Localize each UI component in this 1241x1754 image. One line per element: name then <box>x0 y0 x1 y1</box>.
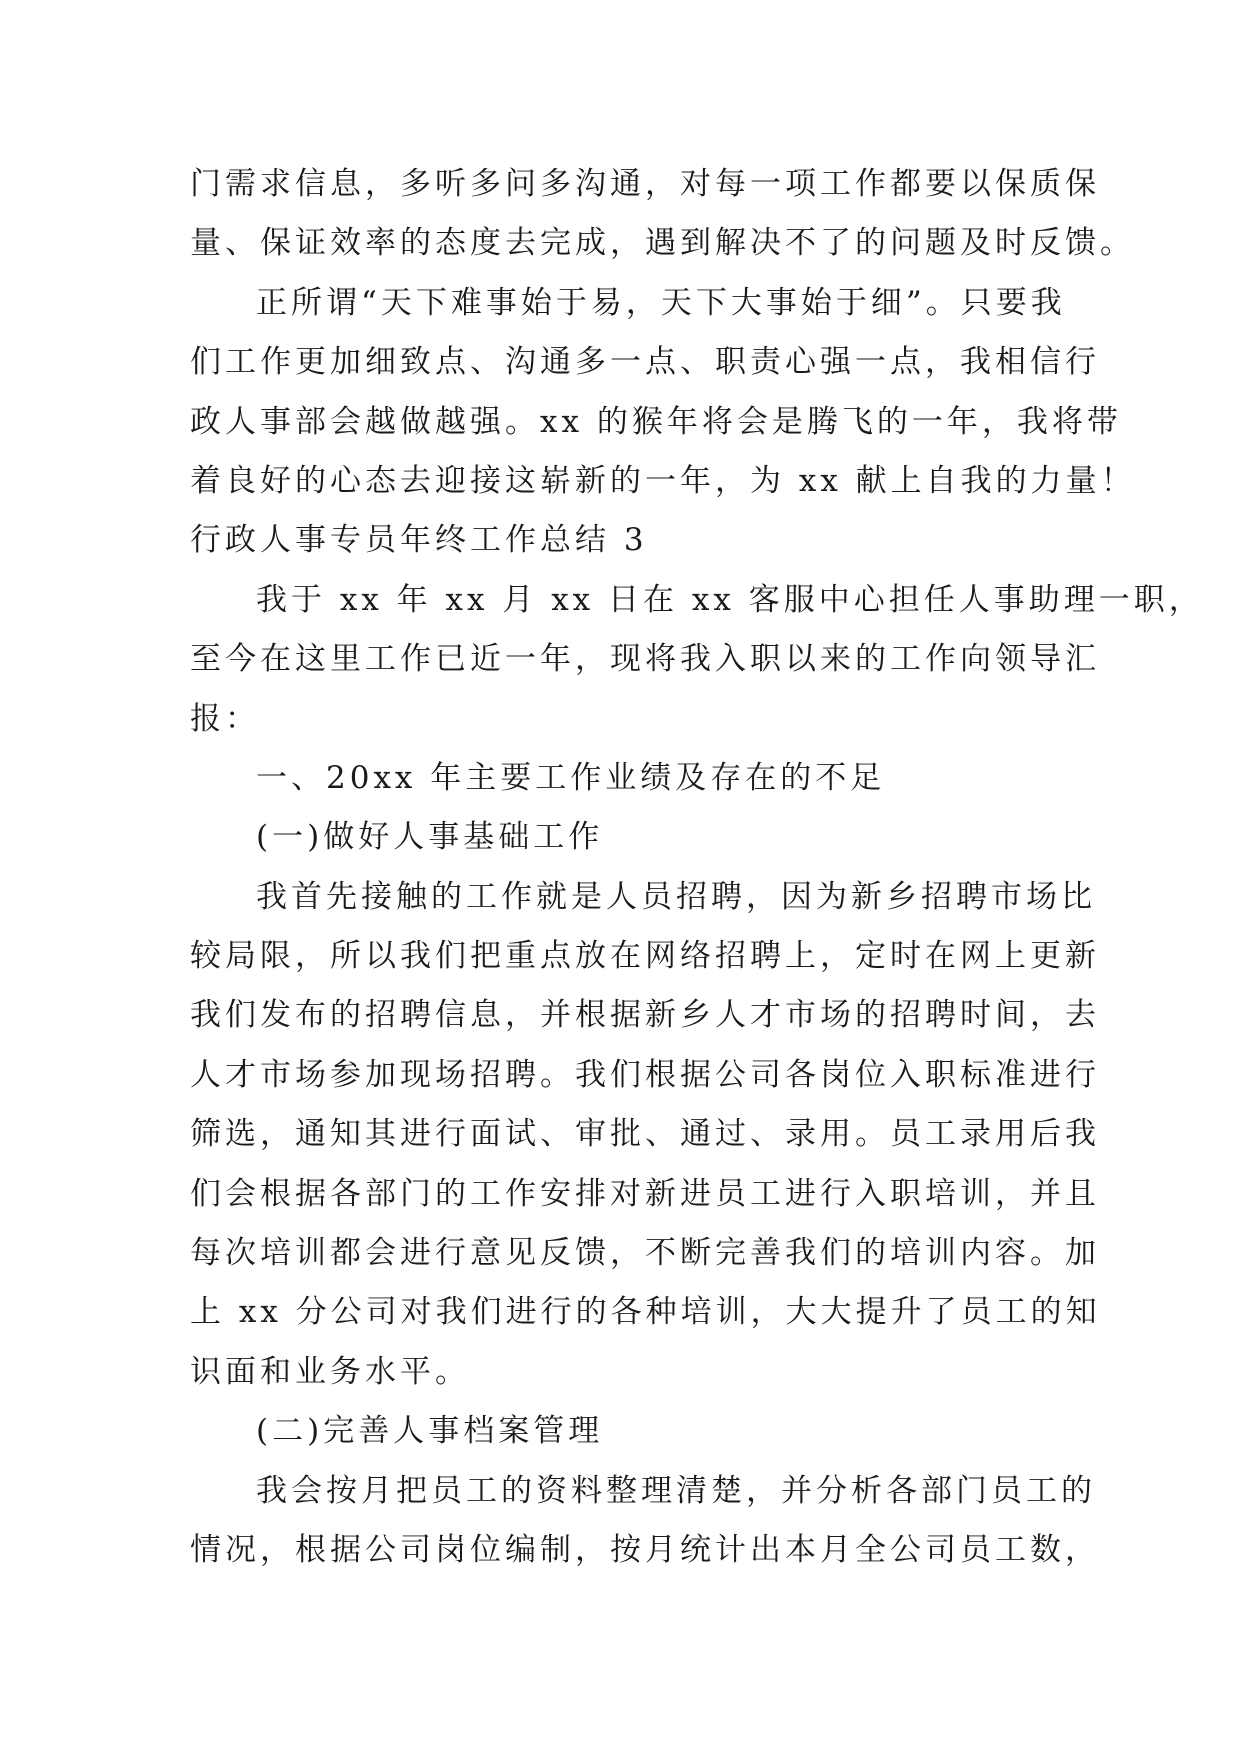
document-body <box>190 155 1204 1580</box>
text-line: 较局限，所以我们把重点放在网络招聘上，定时在网上更新 <box>190 938 1100 975</box>
text-line: 至今在这里工作已近一年，现将我入职以来的工作向领导汇 <box>190 641 1100 678</box>
text-line: 我会按月把员工的资料整理清楚，并分析各部门员工的 <box>256 1472 1096 1509</box>
text-line: 们工作更加细致点、沟通多一点、职责心强一点，我相信行 <box>190 344 1100 381</box>
text-line: 人才市场参加现场招聘。我们根据公司各岗位入职标准进行 <box>190 1056 1100 1093</box>
text-line: 着良好的心态去迎接这崭新的一年，为 xx 献上自我的力量！ <box>190 462 1136 499</box>
text-line: 上 xx 分公司对我们进行的各种培训，大大提升了员工的知 <box>190 1294 1101 1331</box>
text-line: 政人事部会越做越强。xx 的猴年将会是腾飞的一年，我将带 <box>190 403 1122 440</box>
text-line: 们会根据各部门的工作安排对新进员工进行入职培训，并且 <box>190 1175 1100 1212</box>
text-line: 我首先接触的工作就是人员招聘，因为新乡招聘市场比 <box>256 878 1096 915</box>
subheading: (二)完善人事档案管理 <box>256 1413 604 1450</box>
text-line: 每次培训都会进行意见反馈，不断完善我们的培训内容。加 <box>190 1235 1100 1272</box>
subheading: 一、20xx 年主要工作业绩及存在的不足 <box>256 759 886 796</box>
text-line: 识面和业务水平。 <box>190 1353 470 1390</box>
section-heading: 行政人事专员年终工作总结 3 <box>190 522 648 559</box>
text-line: 门需求信息，多听多问多沟通，对每一项工作都要以保质保 <box>190 166 1100 202</box>
text-line: 正所谓“天下难事始于易，天下大事始于细”。只要我 <box>256 284 1066 321</box>
text-line: 报： <box>190 700 260 737</box>
text-line: 我于 xx 年 xx 月 xx 日在 xx 客服中心担任人事助理一职， <box>256 581 1204 618</box>
subheading: (一)做好人事基础工作 <box>256 819 604 856</box>
text-line: 筛选，通知其进行面试、审批、通过、录用。员工录用后我 <box>190 1116 1100 1153</box>
text-line: 我们发布的招聘信息，并根据新乡人才市场的招聘时间，去 <box>190 997 1100 1034</box>
text-line: 情况，根据公司岗位编制，按月统计出本月全公司员工数， <box>190 1531 1100 1568</box>
text-line: 量、保证效率的态度去完成，遇到解决不了的问题及时反馈。 <box>190 225 1135 262</box>
